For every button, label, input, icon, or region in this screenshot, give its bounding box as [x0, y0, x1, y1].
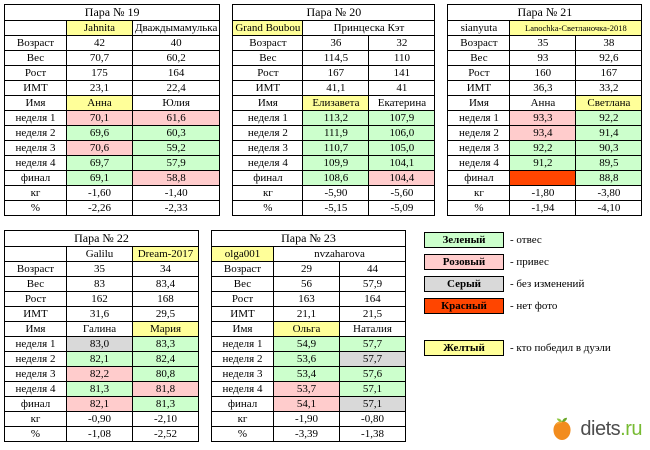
week2-left: 111,9: [303, 126, 369, 141]
legend-swatch-green: Зеленый: [424, 232, 504, 248]
kg-right: -0,80: [340, 412, 406, 427]
week-row: [5, 111, 220, 126]
tables-row-bottom: [4, 230, 646, 442]
name-row: [448, 96, 642, 111]
logo-text: [580, 418, 642, 441]
week-row: [448, 111, 642, 126]
height-row: [5, 66, 220, 81]
age-row: [5, 262, 199, 277]
height-left: 175: [67, 66, 133, 81]
row-label-weight: Вес: [212, 277, 274, 292]
row-label-bmi: ИМТ: [5, 81, 67, 96]
weight-left: 70,7: [67, 51, 133, 66]
week-row: [5, 367, 199, 382]
kg-row: [5, 412, 199, 427]
row-label-age: Возраст: [212, 262, 274, 277]
pct-row: [448, 201, 642, 216]
name-row: [233, 96, 435, 111]
row-label-week4: неделя 4: [5, 156, 67, 171]
week3-left: 82,2: [67, 367, 133, 382]
height-left: 162: [67, 292, 133, 307]
height-right: 168: [133, 292, 199, 307]
age-right: 40: [133, 36, 220, 51]
final-right: 88,8: [576, 171, 642, 186]
legend-item: [424, 232, 611, 248]
week2-right: 60,3: [133, 126, 220, 141]
site-logo: [549, 416, 642, 442]
legend-item: [424, 254, 611, 270]
nick-row: [448, 21, 642, 36]
nickname-right: Дваждымамулька: [133, 21, 220, 36]
pct-right: -1,38: [340, 427, 406, 442]
week4-right: 89,5: [576, 156, 642, 171]
legend-swatch-grey: Серый: [424, 276, 504, 292]
legend-desc-pink: - привес: [510, 256, 549, 268]
apple-icon: [549, 416, 575, 442]
kg-left: -1,90: [274, 412, 340, 427]
final-left: 108,6: [303, 171, 369, 186]
final-left: 82,1: [67, 397, 133, 412]
final-right: 104,4: [369, 171, 435, 186]
bmi-right: 41: [369, 81, 435, 96]
row-label-kg: кг: [448, 186, 510, 201]
row-label-week2: неделя 2: [5, 352, 67, 367]
weight-row: [448, 51, 642, 66]
bmi-left: 21,1: [274, 307, 340, 322]
week3-left: 92,2: [510, 141, 576, 156]
row-label-week3: неделя 3: [5, 141, 67, 156]
pct-right: -2,52: [133, 427, 199, 442]
week1-right: 107,9: [369, 111, 435, 126]
week-row: [212, 352, 406, 367]
legend-desc-grey: - без изменений: [510, 278, 585, 290]
row-label-height: Рост: [233, 66, 303, 81]
age-left: 42: [67, 36, 133, 51]
final-row: [5, 171, 220, 186]
kg-right: -2,10: [133, 412, 199, 427]
kg-right: -5,60: [369, 186, 435, 201]
row-label-week4: неделя 4: [233, 156, 303, 171]
row-label-age: Возраст: [5, 36, 67, 51]
bmi-left: 41,1: [303, 81, 369, 96]
height-right: 141: [369, 66, 435, 81]
name-right: Юлия: [133, 96, 220, 111]
row-label-week3: неделя 3: [5, 367, 67, 382]
age-left: 35: [510, 36, 576, 51]
age-right: 38: [576, 36, 642, 51]
week4-right: 81,8: [133, 382, 199, 397]
nickname-right: nvzaharova: [274, 247, 406, 262]
weight-right: 83,4: [133, 277, 199, 292]
week-row: [5, 352, 199, 367]
height-left: 163: [274, 292, 340, 307]
nick-row: [5, 21, 220, 36]
week1-right: 57,7: [340, 337, 406, 352]
week3-left: 70,6: [67, 141, 133, 156]
name-right: Светлана: [576, 96, 642, 111]
weight-row: [233, 51, 435, 66]
week4-left: 81,3: [67, 382, 133, 397]
row-label-week2: неделя 2: [5, 126, 67, 141]
row-label-bmi: ИМТ: [448, 81, 510, 96]
row-label-week4: неделя 4: [5, 382, 67, 397]
spacer-cell: [5, 247, 67, 262]
row-label-final: финал: [5, 171, 67, 186]
row-label-week3: неделя 3: [233, 141, 303, 156]
weight-right: 92,6: [576, 51, 642, 66]
title-row: [212, 231, 406, 247]
legend-desc-red: - нет фото: [510, 300, 558, 312]
age-row: [5, 36, 220, 51]
week1-left: 113,2: [303, 111, 369, 126]
bmi-right: 29,5: [133, 307, 199, 322]
week4-left: 109,9: [303, 156, 369, 171]
week4-right: 104,1: [369, 156, 435, 171]
pair-table-20: [232, 4, 435, 216]
row-label-weight: Вес: [233, 51, 303, 66]
week-row: [448, 156, 642, 171]
row-label-pct: %: [212, 427, 274, 442]
row-label-final: финал: [448, 171, 510, 186]
nickname-left: sianyuta: [448, 21, 510, 36]
bmi-row: [448, 81, 642, 96]
title-row: [5, 5, 220, 21]
height-row: [233, 66, 435, 81]
week-row: [233, 126, 435, 141]
row-label-name: Имя: [5, 96, 67, 111]
row-label-name: Имя: [233, 96, 303, 111]
pair-title: Пара № 23: [212, 231, 406, 247]
row-label-name: Имя: [212, 322, 274, 337]
row-label-week1: неделя 1: [233, 111, 303, 126]
row-label-week1: неделя 1: [448, 111, 510, 126]
nickname-left: olga001: [212, 247, 274, 262]
pct-row: [5, 201, 220, 216]
row-label-week2: неделя 2: [448, 126, 510, 141]
row-label-age: Возраст: [448, 36, 510, 51]
week2-left: 82,1: [67, 352, 133, 367]
bmi-left: 36,3: [510, 81, 576, 96]
week-row: [233, 156, 435, 171]
week2-right: 57,7: [340, 352, 406, 367]
age-row: [212, 262, 406, 277]
pct-left: -3,39: [274, 427, 340, 442]
final-row: [448, 171, 642, 186]
name-row: [5, 322, 199, 337]
legend-item: [424, 276, 611, 292]
height-right: 164: [340, 292, 406, 307]
pct-left: -5,15: [303, 201, 369, 216]
week2-right: 106,0: [369, 126, 435, 141]
pair-title: Пара № 22: [5, 231, 199, 247]
pct-left: -2,26: [67, 201, 133, 216]
final-row: [233, 171, 435, 186]
logo-domain: .ru: [620, 417, 642, 440]
pair-table-23: [211, 230, 406, 442]
age-row: [233, 36, 435, 51]
row-label-height: Рост: [5, 292, 67, 307]
row-label-height: Рост: [448, 66, 510, 81]
weight-left: 56: [274, 277, 340, 292]
week3-right: 80,8: [133, 367, 199, 382]
weight-row: [5, 277, 199, 292]
pct-left: -1,94: [510, 201, 576, 216]
pair-title: Пара № 21: [448, 5, 642, 21]
nickname-right: Принцеска Кэт: [303, 21, 435, 36]
age-left: 36: [303, 36, 369, 51]
legend-swatch-pink: Розовый: [424, 254, 504, 270]
name-row: [212, 322, 406, 337]
weight-row: [5, 51, 220, 66]
week2-right: 91,4: [576, 126, 642, 141]
row-label-week4: неделя 4: [212, 382, 274, 397]
week3-left: 110,7: [303, 141, 369, 156]
pct-right: -2,33: [133, 201, 220, 216]
final-right: 58,8: [133, 171, 220, 186]
name-left: Ольга: [274, 322, 340, 337]
week2-left: 93,4: [510, 126, 576, 141]
pct-right: -4,10: [576, 201, 642, 216]
pair-table-21: [447, 4, 642, 216]
pct-row: [5, 427, 199, 442]
age-left: 29: [274, 262, 340, 277]
row-label-pct: %: [5, 201, 67, 216]
final-left: [510, 171, 576, 186]
row-label-height: Рост: [212, 292, 274, 307]
title-row: [233, 5, 435, 21]
row-label-kg: кг: [5, 412, 67, 427]
week1-right: 61,6: [133, 111, 220, 126]
height-row: [212, 292, 406, 307]
pair-title: Пара № 20: [233, 5, 435, 21]
weight-left: 93: [510, 51, 576, 66]
nickname-left: Jahnita: [67, 21, 133, 36]
row-label-height: Рост: [5, 66, 67, 81]
week2-right: 82,4: [133, 352, 199, 367]
row-label-name: Имя: [5, 322, 67, 337]
week3-right: 90,3: [576, 141, 642, 156]
tables-row-top: [4, 4, 646, 216]
pair-title: Пара № 19: [5, 5, 220, 21]
legend-spacer: [424, 320, 611, 334]
name-right: Мария: [133, 322, 199, 337]
logo-word: diets: [580, 417, 621, 440]
row-label-pct: %: [233, 201, 303, 216]
row-label-week1: неделя 1: [5, 337, 67, 352]
bmi-right: 33,2: [576, 81, 642, 96]
nickname-left: Galilu: [67, 247, 133, 262]
kg-row: [448, 186, 642, 201]
week3-right: 57,6: [340, 367, 406, 382]
title-row: [448, 5, 642, 21]
weight-left: 83: [67, 277, 133, 292]
week-row: [5, 382, 199, 397]
pair-table-22: [4, 230, 199, 442]
final-row: [5, 397, 199, 412]
row-label-kg: кг: [5, 186, 67, 201]
week4-right: 57,1: [340, 382, 406, 397]
height-row: [448, 66, 642, 81]
kg-left: -1,60: [67, 186, 133, 201]
bmi-row: [5, 307, 199, 322]
row-label-week2: неделя 2: [212, 352, 274, 367]
spacer-cell: [5, 21, 67, 36]
row-label-final: финал: [5, 397, 67, 412]
height-left: 160: [510, 66, 576, 81]
week-row: [5, 126, 220, 141]
kg-right: -3,80: [576, 186, 642, 201]
age-right: 34: [133, 262, 199, 277]
row-label-week1: неделя 1: [212, 337, 274, 352]
week-row: [5, 156, 220, 171]
week1-left: 54,9: [274, 337, 340, 352]
week3-left: 53,4: [274, 367, 340, 382]
age-right: 32: [369, 36, 435, 51]
kg-row: [5, 186, 220, 201]
week-row: [212, 367, 406, 382]
row-label-weight: Вес: [5, 51, 67, 66]
week3-right: 59,2: [133, 141, 220, 156]
height-left: 167: [303, 66, 369, 81]
kg-row: [233, 186, 435, 201]
nickname-left: Grand Boubou: [233, 21, 303, 36]
kg-left: -0,90: [67, 412, 133, 427]
name-row: [5, 96, 220, 111]
bmi-row: [233, 81, 435, 96]
week4-right: 57,9: [133, 156, 220, 171]
row-label-final: финал: [212, 397, 274, 412]
legend-item: [424, 298, 611, 314]
week1-left: 70,1: [67, 111, 133, 126]
age-row: [448, 36, 642, 51]
bmi-right: 22,4: [133, 81, 220, 96]
pair-table-19: [4, 4, 220, 216]
row-label-age: Возраст: [5, 262, 67, 277]
week1-left: 93,3: [510, 111, 576, 126]
name-right: Екатерина: [369, 96, 435, 111]
row-label-week3: неделя 3: [212, 367, 274, 382]
name-left: Галина: [67, 322, 133, 337]
week-row: [448, 126, 642, 141]
title-row: [5, 231, 199, 247]
nick-row: [5, 247, 199, 262]
weight-right: 57,9: [340, 277, 406, 292]
pct-right: -5,09: [369, 201, 435, 216]
row-label-week4: неделя 4: [448, 156, 510, 171]
weight-right: 60,2: [133, 51, 220, 66]
week1-right: 83,3: [133, 337, 199, 352]
weight-row: [212, 277, 406, 292]
row-label-kg: кг: [212, 412, 274, 427]
name-left: Анна: [67, 96, 133, 111]
age-left: 35: [67, 262, 133, 277]
week4-left: 53,7: [274, 382, 340, 397]
final-right: 81,3: [133, 397, 199, 412]
pct-row: [233, 201, 435, 216]
bmi-left: 31,6: [67, 307, 133, 322]
nickname-right: Dream-2017: [133, 247, 199, 262]
bmi-row: [212, 307, 406, 322]
row-label-weight: Вес: [448, 51, 510, 66]
legend-desc-green: - отвес: [510, 234, 542, 246]
tables-grid: [4, 4, 646, 442]
row-label-weight: Вес: [5, 277, 67, 292]
kg-right: -1,40: [133, 186, 220, 201]
legend-desc-yellow: - кто победил в дуэли: [510, 342, 611, 354]
legend-swatch-yellow: Желтый: [424, 340, 504, 356]
name-left: Анна: [510, 96, 576, 111]
final-left: 69,1: [67, 171, 133, 186]
row-label-bmi: ИМТ: [5, 307, 67, 322]
final-row: [212, 397, 406, 412]
name-right: Наталия: [340, 322, 406, 337]
legend-item: [424, 340, 611, 356]
row-label-week2: неделя 2: [233, 126, 303, 141]
weight-left: 114,5: [303, 51, 369, 66]
final-right: 57,1: [340, 397, 406, 412]
final-left: 54,1: [274, 397, 340, 412]
row-label-kg: кг: [233, 186, 303, 201]
nick-row: [212, 247, 406, 262]
bmi-right: 21,5: [340, 307, 406, 322]
week-row: [5, 337, 199, 352]
row-label-final: финал: [233, 171, 303, 186]
row-label-bmi: ИМТ: [233, 81, 303, 96]
week-row: [233, 111, 435, 126]
pct-left: -1,08: [67, 427, 133, 442]
week3-right: 105,0: [369, 141, 435, 156]
bmi-row: [5, 81, 220, 96]
row-label-age: Возраст: [233, 36, 303, 51]
week4-left: 69,7: [67, 156, 133, 171]
age-right: 44: [340, 262, 406, 277]
legend: [424, 232, 611, 356]
row-label-pct: %: [448, 201, 510, 216]
week-row: [212, 382, 406, 397]
kg-row: [212, 412, 406, 427]
height-right: 167: [576, 66, 642, 81]
week1-left: 83,0: [67, 337, 133, 352]
week1-right: 92,2: [576, 111, 642, 126]
week-row: [5, 141, 220, 156]
name-left: Елизавета: [303, 96, 369, 111]
week-row: [233, 141, 435, 156]
pct-row: [212, 427, 406, 442]
legend-swatch-red: Красный: [424, 298, 504, 314]
bmi-left: 23,1: [67, 81, 133, 96]
week2-left: 69,6: [67, 126, 133, 141]
week-row: [212, 337, 406, 352]
nickname-right: Lanochka-Светланочка-2018: [510, 21, 642, 36]
week4-left: 91,2: [510, 156, 576, 171]
kg-left: -1,80: [510, 186, 576, 201]
week2-left: 53,6: [274, 352, 340, 367]
row-label-bmi: ИМТ: [212, 307, 274, 322]
row-label-week1: неделя 1: [5, 111, 67, 126]
row-label-week3: неделя 3: [448, 141, 510, 156]
kg-left: -5,90: [303, 186, 369, 201]
week-row: [448, 141, 642, 156]
weight-right: 110: [369, 51, 435, 66]
row-label-name: Имя: [448, 96, 510, 111]
row-label-pct: %: [5, 427, 67, 442]
height-row: [5, 292, 199, 307]
nick-row: [233, 21, 435, 36]
height-right: 164: [133, 66, 220, 81]
